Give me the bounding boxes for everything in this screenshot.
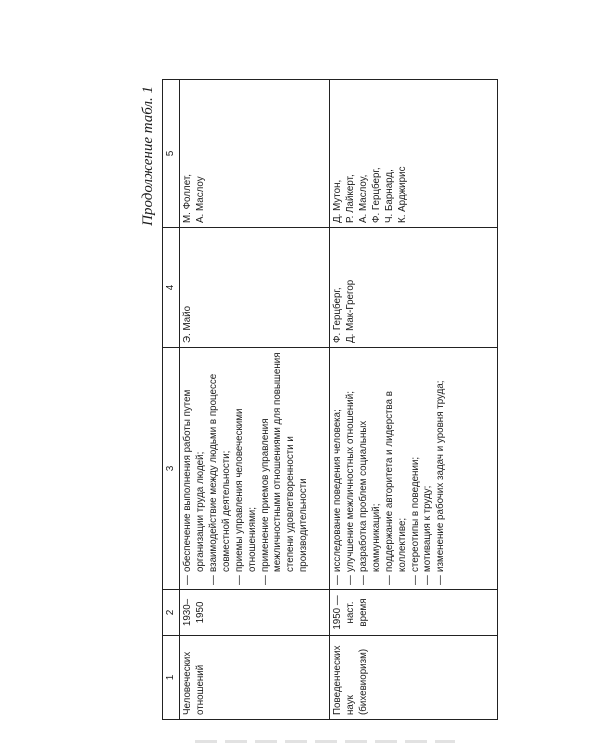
list-item: — поддержание авторитета и лидерства в коллективе; xyxy=(384,352,410,585)
person-name: Ф. Герцберг, xyxy=(370,167,382,223)
table-caption: Продолжение табл. 1 xyxy=(140,86,156,226)
header-col-1: 1 xyxy=(163,636,180,720)
person-name: Д. Мак-Грегор xyxy=(344,279,356,343)
period-cell: 1950 — наст. время xyxy=(330,590,498,636)
management-schools-table xyxy=(162,79,498,720)
list-item: — взаимодействие между людьми в процессе совместной деятельности; xyxy=(208,352,234,585)
scan-artifact xyxy=(195,740,455,743)
rotated-page xyxy=(140,80,500,720)
person-name: Д. Мутон, xyxy=(332,179,343,223)
list-item: — изменение рабочих задач и уровня труда; xyxy=(435,352,448,585)
person-name: Ч. Барнард, xyxy=(383,169,395,223)
header-col-5: 5 xyxy=(163,80,180,228)
contributors-cell xyxy=(330,80,498,228)
characteristics-cell xyxy=(330,348,498,590)
person-name: Ф. Герцберг, xyxy=(332,287,343,343)
header-col-3: 3 xyxy=(163,348,180,590)
table-row xyxy=(330,80,498,720)
header-col-4: 4 xyxy=(163,228,180,348)
person-name: К. Арджирис xyxy=(396,166,408,223)
header-row xyxy=(163,80,180,720)
list-item: — улучшение межличностных отношений; xyxy=(345,352,358,585)
contributors-cell xyxy=(180,80,330,228)
list-item: — стереотипы в поведении; xyxy=(410,352,423,585)
founder-cell xyxy=(330,228,498,348)
person-name: М. Фоллет, xyxy=(182,174,193,223)
header-col-2: 2 xyxy=(163,590,180,636)
list-item: — обеспечение выполнения работы путем организации труда людей; xyxy=(182,352,208,585)
list-item: — приемы управления человеческими отношениями; xyxy=(234,352,260,585)
person-name: А. Маслоу xyxy=(194,176,206,223)
person-name: Р. Лайкерт, xyxy=(344,174,356,223)
table-row xyxy=(180,80,330,720)
list-item: — мотивация к труду; xyxy=(422,352,435,585)
period-cell: 1930–1950 xyxy=(180,590,330,636)
characteristics-cell xyxy=(180,348,330,590)
list-item: — разработка проблем социальных коммуникаций; xyxy=(358,352,384,585)
school-name-cell: Человеческих отношений xyxy=(180,636,330,720)
person-name: Э. Майо xyxy=(182,305,193,343)
list-item: — исследование поведения человека; xyxy=(332,352,345,585)
school-name-cell: Поведенческих наук (бихевиоризм) xyxy=(330,636,498,720)
person-name: А. Маслоу, xyxy=(357,174,369,223)
founder-cell xyxy=(180,228,330,348)
list-item: — применение приемов управления межличностными отношениями для повышения степени удовлетворенности и производительности xyxy=(260,352,312,585)
